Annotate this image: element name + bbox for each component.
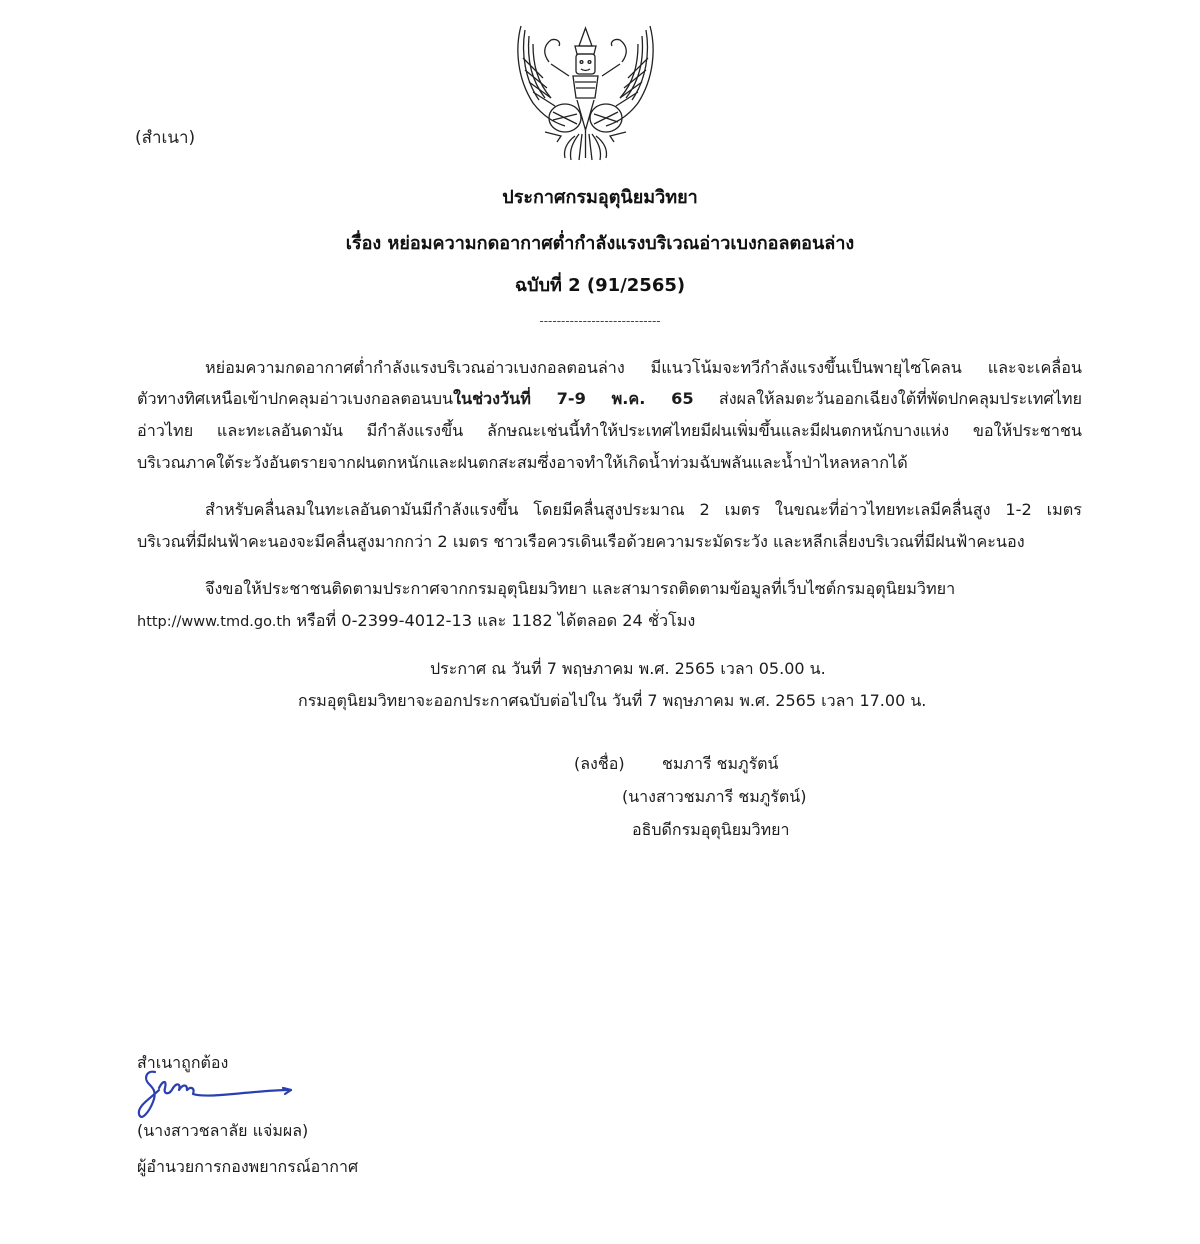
garuda-emblem-icon xyxy=(513,18,658,168)
paragraph-2-line-1: สำหรับคลื่นลมในทะเลอันดามันมีกำลังแรงขึ้น โดยมีคลื่นสูงประมาณ 2 เมตร ในขณะที่อ่าวไทยทะเลมีคลื่นสูง 1-2 เมตร xyxy=(205,500,1082,519)
announcement-issuer-title: ประกาศกรมอุตุนิยมวิทยา xyxy=(502,187,698,208)
paragraph-3-line-2 xyxy=(137,608,695,634)
certified-copy-position: ผู้อำนวยการกองพยากรณ์อากาศ xyxy=(137,1157,359,1176)
date-range-highlight: ในช่วงวันที่ 7-9 พ.ค. 65 xyxy=(453,389,694,408)
paragraph-1-line-4: บริเวณภาคใต้ระวังอันตรายจากฝนตกหนักและฝนตกสะสมซึ่งอาจทำให้เกิดน้ำท่วมฉับพลันและน้ำป่าไหลหลากได้ xyxy=(137,453,908,472)
certified-copy-name: (นางสาวชลาลัย แจ่มผล) xyxy=(137,1121,309,1140)
paragraph-3-line-1: จึงขอให้ประชาชนติดตามประกาศจากกรมอุตุนิยมวิทยา และสามารถติดตามข้อมูลที่เว็บไซต์กรมอุตุนิยมวิทยา xyxy=(205,579,956,598)
announcement-subject: เรื่อง หย่อมความกดอากาศต่ำกำลังแรงบริเวณอ่าวเบงกอลตอนล่าง xyxy=(345,233,855,254)
signatory-position: อธิบดีกรมอุตุนิยมวิทยา xyxy=(632,820,790,839)
contact-numbers: หรือที่ 0-2399-4012-13 และ 1182 ได้ตลอด 24 ชั่วโมง xyxy=(291,611,696,630)
divider: ---------------------------- xyxy=(539,314,661,328)
website-link[interactable]: http://www.tmd.go.th xyxy=(137,614,292,630)
announcement-number: ฉบับที่ 2 (91/2565) xyxy=(514,275,686,296)
paragraph-1-line-2 xyxy=(137,386,1082,412)
signed-name: ชมภารี ชมภูรัตน์ xyxy=(662,754,779,773)
signatory-full-name: (นางสาวชมภารี ชมภูรัตน์) xyxy=(622,787,807,806)
paragraph-1-line-1: หย่อมความกดอากาศต่ำกำลังแรงบริเวณอ่าวเบงกอลตอนล่าง มีแนวโน้มจะทวีกำลังแรงขึ้นเป็นพายุไซโคลน และจะเคลื่อน xyxy=(205,358,1082,377)
paragraph-1-line-2-tail: ส่งผลให้ลมตะวันออกเฉียงใต้ที่พัดปกคลุมประเทศไทย xyxy=(693,389,1082,408)
paragraph-1-line-2-text: ตัวทางทิศเหนือเข้าปกคลุมอ่าวเบงกอลตอนบน xyxy=(137,389,454,408)
signed-label: (ลงชื่อ) xyxy=(574,754,625,773)
paragraph-2-line-2: บริเวณที่มีฝนฟ้าคะนองจะมีคลื่นสูงมากกว่า 2 เมตร ชาวเรือควรเดินเรือด้วยความระมัดระวัง และหลีกเลี่ยงบริเวณที่มีฝนฟ้าคะนอง xyxy=(137,532,1025,551)
paragraph-1-line-3: อ่าวไทย และทะเลอันดามัน มีกำลังแรงขึ้น ลักษณะเช่นนี้ทำให้ประเทศไทยมีฝนเพิ่มขึ้นและมีฝนตกหนักบางแห่ง ขอให้ประชาชน xyxy=(137,421,1082,440)
issued-datetime: ประกาศ ณ วันที่ 7 พฤษภาคม พ.ศ. 2565 เวลา 05.00 น. xyxy=(430,659,826,678)
next-issue-datetime: กรมอุตุนิยมวิทยาจะออกประกาศฉบับต่อไปใน วันที่ 7 พฤษภาคม พ.ศ. 2565 เวลา 17.00 น. xyxy=(298,691,927,710)
certified-copy-label: สำเนาถูกต้อง xyxy=(137,1053,229,1072)
copy-mark: (สำเนา) xyxy=(135,128,196,148)
